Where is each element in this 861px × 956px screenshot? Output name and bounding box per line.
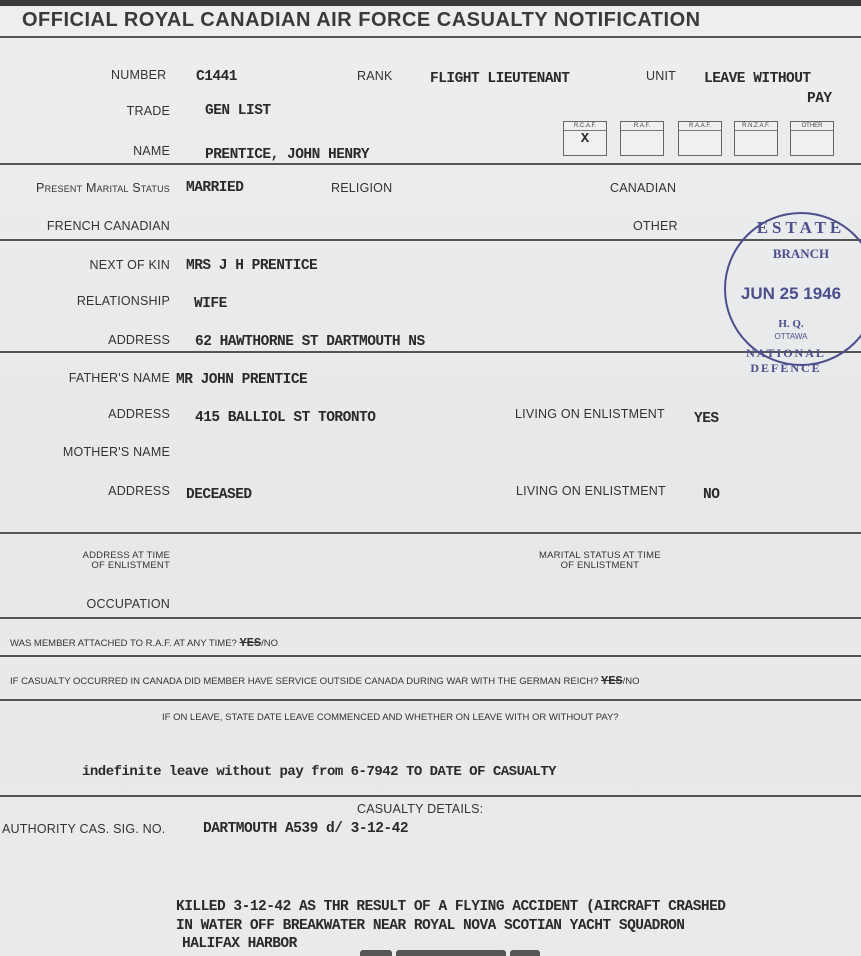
raf-box: R.A.F. — [620, 121, 664, 156]
divider — [0, 163, 861, 165]
relationship-label: RELATIONSHIP — [76, 294, 170, 308]
name-label: NAME — [133, 144, 170, 158]
mother-address-label: ADDRESS — [108, 484, 170, 498]
kin-address-label: ADDRESS — [108, 333, 170, 347]
rnzaf-box: R.N.Z.A.F. — [734, 121, 778, 156]
father-address-label: ADDRESS — [108, 407, 170, 421]
divider — [0, 795, 861, 797]
occupation-label: OCCUPATION — [86, 597, 170, 611]
viewer-control[interactable] — [396, 950, 506, 956]
father-label: FATHER'S NAME — [68, 371, 170, 385]
mother-label: MOTHER'S NAME — [62, 445, 170, 459]
other-box: OTHER — [790, 121, 834, 156]
divider — [0, 36, 861, 38]
leave-answer: indefinite leave without pay from 6-7942 TO DATE OF CASUALTY — [82, 764, 557, 780]
divider — [0, 617, 861, 619]
raaf-box: R.A.A.F. — [678, 121, 722, 156]
mother-address-value: DECEASED — [186, 487, 252, 503]
rank-value: FLIGHT LIEUTENANT — [430, 71, 570, 87]
mother-living-value: NO — [703, 487, 720, 503]
casualty-line-3: HALIFAX HARBOR — [182, 936, 297, 952]
mother-living-label: LIVING ON ENLISTMENT — [516, 484, 666, 498]
religion-label: RELIGION — [331, 181, 393, 195]
other-label: OTHER — [633, 219, 678, 233]
viewer-control[interactable] — [360, 950, 392, 956]
rank-label: RANK — [357, 69, 393, 83]
next-of-kin-label: NEXT OF KIN — [89, 258, 170, 272]
unit-value: LEAVE WITHOUT — [704, 71, 811, 87]
number-label: NUMBER — [111, 68, 167, 82]
casualty-details-heading: CASUALTY DETAILS: — [357, 802, 484, 816]
father-living-label: LIVING ON ENLISTMENT — [515, 407, 665, 421]
trade-value: GEN LIST — [205, 103, 271, 119]
kin-address-value: 62 HAWTHORNE ST DARTMOUTH NS — [195, 334, 425, 350]
rcaf-box: R.C.A.F. X — [563, 121, 607, 156]
enlist-address-label: ADDRESS AT TIME OF ENLISTMENT — [82, 550, 170, 571]
marital-label: Present Marital Status — [36, 181, 170, 195]
divider — [0, 655, 861, 657]
outside-service-question: IF CASUALTY OCCURRED IN CANADA DID MEMBER HAVE SERVICE OUTSIDE CANADA DURING WAR WITH THE GERMAN REICH? YES/NO — [10, 674, 640, 688]
next-of-kin-value: MRS J H PRENTICE — [186, 258, 318, 274]
leave-question: IF ON LEAVE, STATE DATE LEAVE COMMENCED AND WHETHER ON LEAVE WITH OR WITHOUT PAY? — [162, 712, 619, 723]
french-canadian-label: FRENCH CANADIAN — [46, 219, 170, 233]
canadian-label: CANADIAN — [610, 181, 677, 195]
form-title: OFFICIAL ROYAL CANADIAN AIR FORCE CASUALTY NOTIFICATION — [22, 9, 701, 31]
relationship-value: WIFE — [194, 296, 227, 312]
authority-value: DARTMOUTH A539 d/ 3-12-42 — [203, 821, 409, 837]
father-living-value: YES — [694, 411, 719, 427]
divider — [0, 699, 861, 701]
scan-edge — [0, 0, 861, 6]
divider — [0, 532, 861, 534]
authority-label: AUTHORITY CAS. SIG. NO. — [2, 822, 166, 836]
father-address-value: 415 BALLIOL ST TORONTO — [195, 410, 376, 426]
estate-branch-stamp: ESTATE BRANCH JUN 25 1946 H. Q. OTTAWA NATIONAL DEFENCE — [724, 212, 861, 366]
enlist-marital-label: MARITAL STATUS AT TIME OF ENLISTMENT — [539, 550, 661, 571]
divider — [0, 239, 861, 241]
number-value: C1441 — [196, 69, 238, 85]
casualty-line-1: KILLED 3-12-42 AS THR RESULT OF A FLYING ACCIDENT (AIRCRAFT CRASHED — [176, 899, 726, 915]
raf-question: WAS MEMBER ATTACHED TO R.A.F. AT ANY TIME? YES/NO — [10, 636, 278, 650]
viewer-control[interactable] — [510, 950, 540, 956]
unit-label: UNIT — [646, 69, 676, 83]
casualty-line-2: IN WATER OFF BREAKWATER NEAR ROYAL NOVA SCOTIAN YACHT SQUADRON — [176, 918, 685, 934]
unit-value-2: PAY — [807, 91, 832, 107]
father-value: MR JOHN PRENTICE — [176, 372, 308, 388]
marital-value: MARRIED — [186, 180, 244, 196]
name-value: PRENTICE, JOHN HENRY — [205, 147, 370, 163]
trade-label: TRADE — [126, 104, 170, 118]
